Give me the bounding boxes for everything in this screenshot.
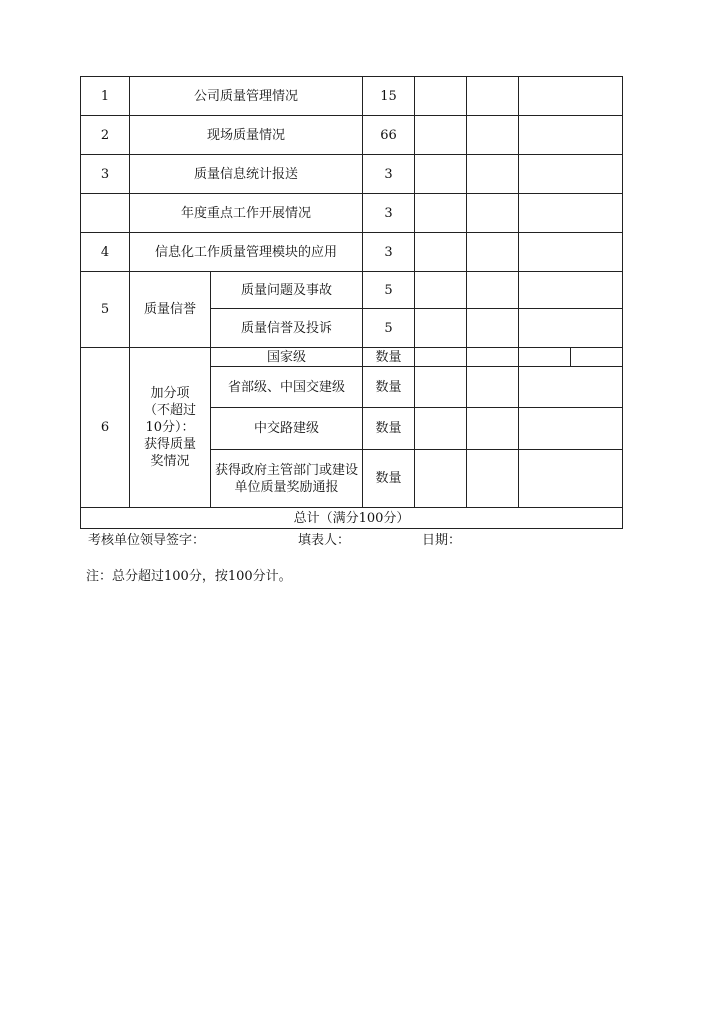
blank-cell[interactable]: [519, 408, 623, 450]
blank-cell[interactable]: [519, 116, 623, 155]
score-cell: 15: [363, 77, 415, 116]
score-cell: 数量: [363, 348, 415, 367]
filler-label: 填表人：: [298, 533, 351, 548]
row-number: 5: [81, 272, 130, 348]
score-cell: 5: [363, 272, 415, 309]
blank-cell[interactable]: [571, 348, 623, 367]
row-number: 3: [81, 155, 130, 194]
total-row: [81, 508, 623, 529]
blank-cell[interactable]: [467, 408, 519, 450]
blank-cell[interactable]: [415, 194, 467, 233]
item-cell: 现场质量情况: [130, 116, 363, 155]
row-number: 1: [81, 77, 130, 116]
blank-cell[interactable]: [519, 155, 623, 194]
item-cell: 公司质量管理情况: [130, 77, 363, 116]
subitem-cell: 省部级、中国交建级: [211, 367, 363, 408]
blank-cell[interactable]: [467, 77, 519, 116]
score-cell: 数量: [363, 367, 415, 408]
table-row: [81, 77, 623, 116]
row-number: [81, 194, 130, 233]
blank-cell[interactable]: [467, 155, 519, 194]
blank-cell[interactable]: [415, 367, 467, 408]
score-table: [80, 76, 623, 529]
blank-cell[interactable]: [415, 309, 467, 348]
blank-cell[interactable]: [519, 450, 623, 508]
blank-cell[interactable]: [519, 309, 623, 348]
blank-cell[interactable]: [415, 155, 467, 194]
blank-cell[interactable]: [415, 450, 467, 508]
date-label: 日期：: [422, 533, 462, 548]
row-number: 4: [81, 233, 130, 272]
blank-cell[interactable]: [415, 272, 467, 309]
score-cell: 3: [363, 155, 415, 194]
score-cell: 3: [363, 233, 415, 272]
leader-signature-label: 考核单位领导签字：: [88, 533, 206, 548]
blank-cell[interactable]: [467, 272, 519, 309]
table-row: [81, 233, 623, 272]
score-cell: 数量: [363, 450, 415, 508]
blank-cell[interactable]: [415, 116, 467, 155]
blank-cell[interactable]: [467, 309, 519, 348]
table-row: [81, 348, 623, 367]
table-row: [81, 194, 623, 233]
blank-cell[interactable]: [415, 77, 467, 116]
total-label: 总计（满分100分）: [81, 508, 623, 529]
row-number: 2: [81, 116, 130, 155]
blank-cell[interactable]: [415, 348, 467, 367]
blank-cell[interactable]: [467, 367, 519, 408]
blank-cell[interactable]: [519, 348, 571, 367]
subitem-cell: 获得政府主管部门或建设单位质量奖励通报: [211, 450, 363, 508]
subitem-cell: 质量信誉及投诉: [211, 309, 363, 348]
blank-cell[interactable]: [467, 116, 519, 155]
row-number: 6: [81, 348, 130, 508]
blank-cell[interactable]: [519, 272, 623, 309]
blank-cell[interactable]: [467, 450, 519, 508]
item-cell: 年度重点工作开展情况: [130, 194, 363, 233]
category-cell: 加分项（不超过10分）：获得质量奖情况: [130, 348, 211, 508]
category-cell: 质量信誉: [130, 272, 211, 348]
score-cell: 3: [363, 194, 415, 233]
table-row: [81, 116, 623, 155]
subitem-cell: 中交路建级: [211, 408, 363, 450]
blank-cell[interactable]: [467, 233, 519, 272]
blank-cell[interactable]: [415, 408, 467, 450]
table-row: [81, 272, 623, 309]
table-row: [81, 155, 623, 194]
item-cell: 质量信息统计报送: [130, 155, 363, 194]
score-cell: 66: [363, 116, 415, 155]
blank-cell[interactable]: [519, 77, 623, 116]
blank-cell[interactable]: [467, 348, 519, 367]
subitem-cell: 国家级: [211, 348, 363, 367]
blank-cell[interactable]: [519, 367, 623, 408]
subitem-cell: 质量问题及事故: [211, 272, 363, 309]
signature-line: [88, 532, 628, 550]
note-text: 注：总分超过100分，按100分计。: [86, 569, 292, 584]
blank-cell[interactable]: [467, 194, 519, 233]
score-cell: 数量: [363, 408, 415, 450]
blank-cell[interactable]: [519, 194, 623, 233]
item-cell: 信息化工作质量管理模块的应用: [130, 233, 363, 272]
blank-cell[interactable]: [519, 233, 623, 272]
score-cell: 5: [363, 309, 415, 348]
blank-cell[interactable]: [415, 233, 467, 272]
